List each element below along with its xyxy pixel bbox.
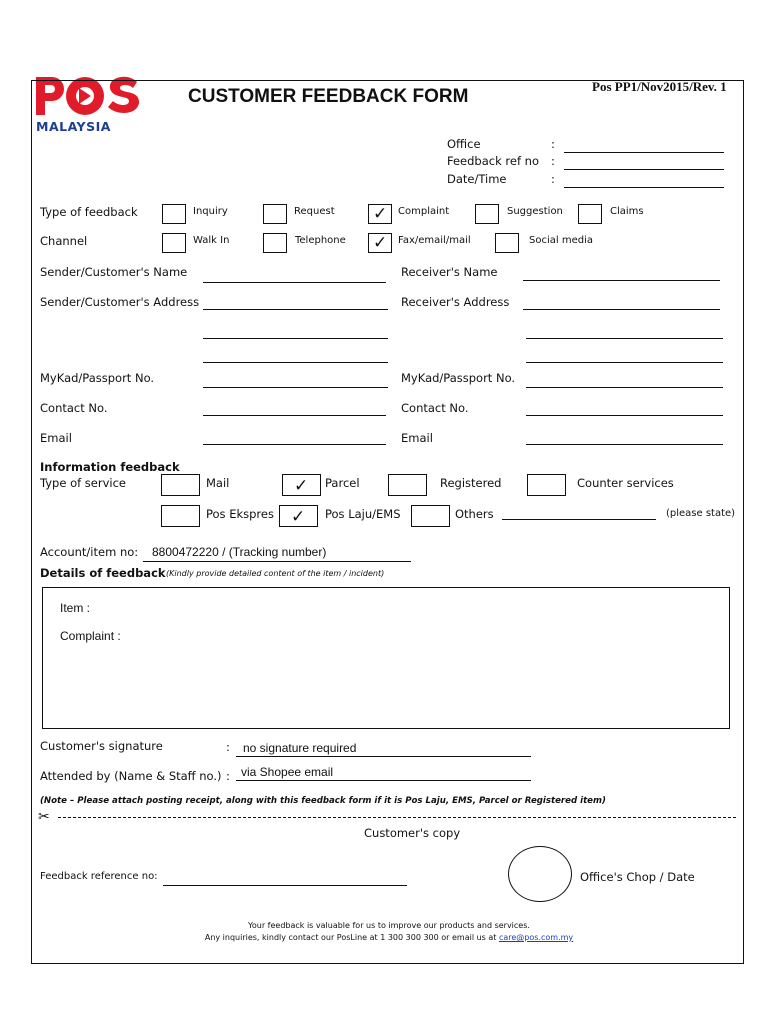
sender-name-label: Sender/Customer's Name <box>40 265 188 279</box>
complaint-label: Complaint <box>398 206 450 217</box>
datetime-field[interactable] <box>564 187 724 188</box>
fax-email-mail-checkbox[interactable] <box>368 233 392 253</box>
feedback-ref-colon: : <box>551 154 555 168</box>
signature-underline <box>236 756 531 757</box>
item-label: Item : <box>60 601 91 615</box>
checkmark-icon: ✓ <box>373 233 388 253</box>
information-feedback-heading: Information feedback <box>40 460 180 474</box>
sender-address-line-3[interactable] <box>203 362 388 363</box>
registered-label: Registered <box>440 476 502 490</box>
receiver-contact-label: Contact No. <box>401 401 469 415</box>
registered-checkbox[interactable] <box>388 474 427 496</box>
receiver-email-label: Email <box>401 431 433 445</box>
pos-laju-ems-checkbox[interactable] <box>279 505 318 527</box>
receiver-address-line-1[interactable] <box>523 309 720 310</box>
complaint-text-label: Complaint : <box>60 629 121 643</box>
footer-contact-text: Any inquiries, kindly contact our PosLine at 1 300 300 300 or email us at <box>204 933 497 942</box>
request-checkbox[interactable] <box>263 204 287 224</box>
sender-address-line-2[interactable] <box>203 338 388 339</box>
sender-mykad-label: MyKad/Passport No. <box>40 371 155 385</box>
feedback-ref-label: Feedback ref no <box>447 154 539 168</box>
signature-colon: : <box>226 740 230 754</box>
sender-contact-field[interactable] <box>203 415 386 416</box>
mail-label: Mail <box>206 476 230 490</box>
receiver-mykad-label: MyKad/Passport No. <box>401 371 516 385</box>
form-ref-code: Pos PP1/Nov2015/Rev. 1 <box>592 79 727 94</box>
social-media-checkbox[interactable] <box>495 233 519 253</box>
suggestion-checkbox[interactable] <box>475 204 499 224</box>
office-chop-circle <box>508 846 572 902</box>
customer-copy-title: Customer's copy <box>364 826 461 840</box>
sender-mykad-field[interactable] <box>203 387 388 388</box>
fax-email-mail-label: Fax/email/mail <box>398 235 471 246</box>
telephone-label: Telephone <box>295 235 346 246</box>
parcel-label: Parcel <box>325 476 360 490</box>
social-media-label: Social media <box>529 235 593 246</box>
others-checkbox[interactable] <box>411 505 450 527</box>
scissors-icon: ✂ <box>38 809 50 825</box>
counter-services-checkbox[interactable] <box>527 474 566 496</box>
type-of-feedback-label: Type of feedback <box>40 205 138 219</box>
receiver-address-label: Receiver's Address <box>401 295 510 309</box>
office-field[interactable] <box>564 152 724 153</box>
sender-address-line-1[interactable] <box>203 309 388 310</box>
receiver-address-line-3[interactable] <box>526 362 723 363</box>
sender-name-field[interactable] <box>203 282 386 283</box>
suggestion-label: Suggestion <box>507 206 563 217</box>
walk-in-label: Walk In <box>193 235 230 246</box>
office-colon: : <box>551 137 555 151</box>
receiver-name-field[interactable] <box>523 280 720 281</box>
feedback-reference-field[interactable] <box>163 885 407 886</box>
details-textbox[interactable] <box>42 587 730 729</box>
checkmark-icon: ✓ <box>291 507 306 527</box>
please-state-note: (please state) <box>666 508 736 519</box>
footer-email-link[interactable]: care@pos.com.my <box>498 933 574 942</box>
signature-label: Customer's signature <box>40 739 163 753</box>
feedback-reference-label: Feedback reference no: <box>40 871 158 882</box>
office-label: Office <box>447 137 481 151</box>
datetime-colon: : <box>551 172 555 186</box>
pos-ekspres-checkbox[interactable] <box>161 505 200 527</box>
channel-label: Channel <box>40 234 88 248</box>
sender-email-field[interactable] <box>203 444 386 445</box>
sender-contact-label: Contact No. <box>40 401 108 415</box>
complaint-checkbox[interactable] <box>368 204 392 224</box>
attended-by-label: Attended by (Name & Staff no.) <box>40 769 222 783</box>
form-title: CUSTOMER FEEDBACK FORM <box>188 86 469 107</box>
sender-email-label: Email <box>40 431 72 445</box>
receiver-address-line-2[interactable] <box>526 338 723 339</box>
footer-line-2 <box>0 933 768 942</box>
office-chop-label: Office's Chop / Date <box>580 870 695 884</box>
pos-ekspres-label: Pos Ekspres <box>206 507 274 521</box>
cut-line <box>58 817 736 818</box>
logo-subtitle: MALAYSIA <box>36 119 111 134</box>
attended-by-colon: : <box>226 769 230 783</box>
others-label: Others <box>455 507 494 521</box>
details-heading: Details of feedback <box>40 566 166 580</box>
inquiry-label: Inquiry <box>193 206 228 217</box>
attachment-note: (Note – Please attach posting receipt, along with this feedback form if it is Pos Laju, EMS, Parcel or Registered item) <box>40 796 606 806</box>
attended-by-value[interactable]: via Shopee email <box>241 765 334 779</box>
others-field[interactable] <box>502 519 656 520</box>
receiver-mykad-field[interactable] <box>526 387 723 388</box>
account-item-underline <box>143 561 411 562</box>
claims-checkbox[interactable] <box>578 204 602 224</box>
checkmark-icon: ✓ <box>294 476 309 496</box>
receiver-name-label: Receiver's Name <box>401 265 498 279</box>
type-of-service-label: Type of service <box>40 476 127 490</box>
inquiry-checkbox[interactable] <box>162 204 186 224</box>
request-label: Request <box>294 206 335 217</box>
datetime-label: Date/Time <box>447 172 507 186</box>
signature-value[interactable]: no signature required <box>243 741 357 755</box>
receiver-contact-field[interactable] <box>526 415 723 416</box>
sender-address-label: Sender/Customer's Address <box>40 295 200 309</box>
pos-laju-ems-label: Pos Laju/EMS <box>325 507 401 521</box>
claims-label: Claims <box>610 206 644 217</box>
mail-checkbox[interactable] <box>161 474 200 496</box>
counter-services-label: Counter services <box>577 476 674 490</box>
checkmark-icon: ✓ <box>373 204 388 224</box>
account-item-value[interactable]: 8800472220 / (Tracking number) <box>152 545 327 559</box>
walk-in-checkbox[interactable] <box>162 233 186 253</box>
details-hint: (Kindly provide detailed content of the item / incident) <box>166 569 385 578</box>
account-item-label: Account/item no: <box>40 545 139 559</box>
telephone-checkbox[interactable] <box>263 233 287 253</box>
parcel-checkbox[interactable] <box>282 474 321 496</box>
feedback-ref-field[interactable] <box>564 169 724 170</box>
receiver-email-field[interactable] <box>526 444 723 445</box>
footer-line-1: Your feedback is valuable for us to improve our products and services. <box>248 921 530 930</box>
attended-by-underline <box>236 780 531 781</box>
